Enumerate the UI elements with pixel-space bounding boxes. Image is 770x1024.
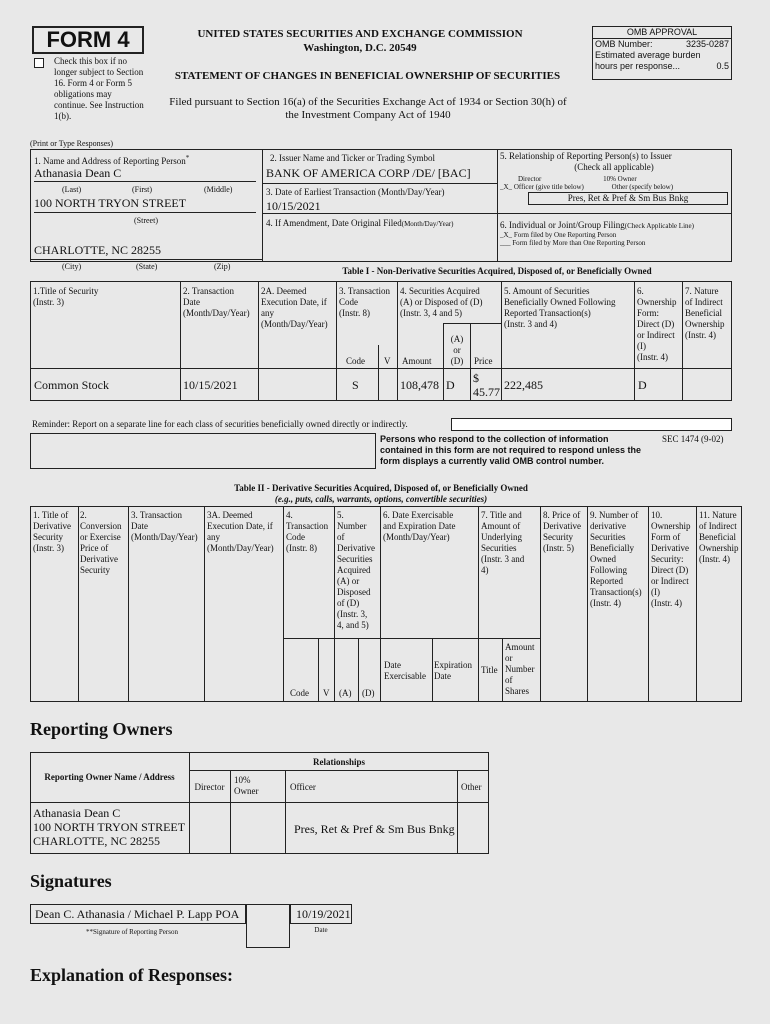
t1-h1: 1.Title of Security (Instr. 3) bbox=[33, 286, 99, 307]
officer-header: Officer bbox=[290, 782, 316, 792]
t1-h5: 5. Amount of Securities Beneficially Owned Following Reported Transaction(s) (Instr. 3 and 4) bbox=[504, 286, 616, 329]
officer-title-value: Pres, Ret & Pref & Sm Bus Bnkg bbox=[567, 193, 689, 203]
t1-h7: 7. Nature of Indirect Beneficial Ownership (Instr. 4) bbox=[685, 286, 725, 340]
t2-h3: 3. Transaction Date (Month/Day/Year) bbox=[131, 510, 198, 542]
signer-label: **Signature of Reporting Person bbox=[86, 928, 178, 936]
officer-option[interactable]: Officer (give title below) bbox=[513, 183, 584, 191]
t1-row-aord: D bbox=[446, 378, 455, 392]
t2-title-header: Title bbox=[481, 665, 498, 675]
t2-h3a: 3A. Deemed Execution Date, if any (Month/Day/Year) bbox=[207, 510, 274, 553]
agency-name: UNITED STATES SECURITIES AND EXCHANGE COMMISSION bbox=[197, 28, 523, 40]
omb-title: OMB APPROVAL bbox=[593, 27, 731, 39]
omb-hours-label: hours per response... bbox=[595, 61, 681, 71]
city-label: (City) bbox=[62, 262, 82, 271]
signature-spacer-box bbox=[246, 904, 290, 948]
relationships-header: Relationships bbox=[312, 757, 365, 767]
t2-h9: 9. Number of derivative Securities Beneficially Owned Following Reported Transaction(s) (Instr. 4) bbox=[590, 510, 642, 608]
t2-amount-header: Amount or Number of Shares bbox=[505, 642, 535, 696]
owner-name-address: Athanasia Dean C 100 NORTH TRYON STREET CHARLOTTE, NC 28255 bbox=[33, 806, 186, 848]
omb-number: 3235-0287 bbox=[685, 39, 729, 49]
t1-row-date: 10/15/2021 bbox=[183, 378, 238, 392]
t2-h7: 7. Title and Amount of Underlying Securities (Instr. 3 and 4) bbox=[481, 510, 525, 575]
signature-date: 10/19/2021 bbox=[296, 907, 351, 921]
t1-row-price-dollar: $ bbox=[473, 371, 479, 385]
earliest-date-label: 3. Date of Earliest Transaction (Month/Day/Year) bbox=[266, 187, 445, 197]
director-option[interactable]: Director bbox=[518, 175, 542, 183]
signer-value: Dean C. Athanasia / Michael P. Lapp POA bbox=[35, 907, 240, 921]
table2-title: Table II - Derivative Securities Acquired, Disposed of, or Beneficially Owned bbox=[234, 483, 528, 493]
t1-row-form: D bbox=[638, 378, 647, 392]
no-longer-subject-checkbox[interactable] bbox=[34, 58, 44, 68]
issuer-value: BANK OF AMERICA CORP /DE/ [BAC] bbox=[266, 166, 471, 180]
persons-notice: Persons who respond to the collection of information contained in this form are not required to respond unless the form displays a currently valid OMB control number. bbox=[380, 434, 642, 466]
form-title-box bbox=[32, 26, 144, 54]
t2-d-header: (D) bbox=[362, 688, 375, 698]
filing-line-1[interactable]: _X_ Form filed by One Reporting Person bbox=[500, 231, 617, 239]
middle-label: (Middle) bbox=[204, 185, 233, 194]
street-value: 100 NORTH TRYON STREET bbox=[34, 196, 187, 210]
t1-h2: 2. Transaction Date (Month/Day/Year) bbox=[183, 286, 250, 318]
ten-pct-header: 10% Owner bbox=[234, 775, 259, 796]
owner-officer-value: Pres, Ret & Pref & Sm Bus Bnkg bbox=[294, 822, 455, 836]
omb-hours: 0.5 bbox=[716, 61, 729, 71]
print-type: (Print or Type Responses) bbox=[30, 139, 114, 148]
agency-location: Washington, D.C. 20549 bbox=[303, 42, 417, 54]
reminder-field bbox=[451, 418, 732, 431]
t2-exp-header: Expiration Date bbox=[434, 660, 472, 681]
check-box-text: Check this box if no longer subject to Section 16. Form 4 or Form 5 obligations may continue. See Instruction 1(b). bbox=[54, 56, 144, 121]
blank-notice-box bbox=[30, 433, 376, 469]
officer-mark: _X_ bbox=[500, 183, 513, 191]
officer-title-box bbox=[528, 192, 728, 205]
t2-v-header: V bbox=[323, 688, 330, 698]
t1-h6: 6. Ownership Form: Direct (D) or Indirect (I) (Instr. 4) bbox=[637, 286, 677, 362]
omb-approval-box bbox=[592, 26, 732, 80]
omb-burden: Estimated average burden bbox=[595, 50, 701, 60]
t1-amount-header: Amount bbox=[402, 356, 432, 366]
table2-subtitle: (e.g., puts, calls, warrants, options, convertible securities) bbox=[274, 494, 488, 504]
filing-line-2[interactable]: ___ Form filed by More than One Reporting Person bbox=[500, 239, 646, 247]
state-label: (State) bbox=[136, 262, 158, 271]
form-title: FORM 4 bbox=[46, 27, 130, 52]
ten-pct-option[interactable]: 10% Owner bbox=[603, 175, 637, 183]
earliest-date-value: 10/15/2021 bbox=[266, 199, 321, 213]
t2-h5: 5. Number of Derivative Securities Acquired (A) or Disposed of (D) (Instr. 3, 4, and 5) bbox=[337, 510, 375, 630]
t1-code-header: Code bbox=[346, 356, 365, 366]
relationship-sub: (Check all applicable) bbox=[574, 162, 654, 172]
reporting-person-name: Athanasia Dean C bbox=[34, 166, 122, 180]
table1-title: Table I - Non-Derivative Securities Acquired, Disposed of, or Beneficially Owned bbox=[342, 266, 652, 276]
director-header: Director bbox=[194, 782, 225, 792]
t1-row-code: S bbox=[352, 378, 359, 392]
owner-name-header: Reporting Owner Name / Address bbox=[44, 772, 175, 782]
first-label: (First) bbox=[132, 185, 152, 194]
reminder-text: Reminder: Report on a separate line for each class of securities beneficially owned directly or indirectly. bbox=[32, 419, 408, 429]
t1-price-header: Price bbox=[474, 356, 493, 366]
reporting-owners-heading: Reporting Owners bbox=[30, 719, 173, 739]
sec-code: SEC 1474 (9-02) bbox=[662, 434, 724, 444]
omb-number-label: OMB Number: bbox=[595, 39, 653, 49]
last-label: (Last) bbox=[62, 185, 82, 194]
t2-h1: 1. Title of Derivative Security (Instr. 3) bbox=[33, 510, 71, 553]
zip-label: (Zip) bbox=[214, 262, 231, 271]
t2-h2: 2. Conversion or Exercise Price of Derivative Security bbox=[80, 510, 122, 575]
date-label: Date bbox=[314, 926, 328, 934]
t1-h3: 3. Transaction Code (Instr. 8) bbox=[339, 286, 391, 318]
explanation-heading: Explanation of Responses: bbox=[30, 965, 234, 985]
t1-row-title: Common Stock bbox=[34, 378, 110, 392]
t2-h10: 10. Ownership Form of Derivative Security: Direct (D) or Indirect (I) (Instr. 4) bbox=[651, 510, 691, 608]
street-label: (Street) bbox=[134, 216, 158, 225]
t1-aord-header: (A) or (D) bbox=[450, 334, 464, 366]
filed-pursuant: Filed pursuant to Section 16(a) of the Securities Exchange Act of 1934 or Section 30(h) of the Investment Company Act of 1940 bbox=[169, 96, 567, 121]
relationship-label: 5. Relationship of Reporting Person(s) to Issuer bbox=[500, 151, 672, 161]
issuer-label: 2. Issuer Name and Ticker or Trading Symbol bbox=[270, 153, 435, 163]
t2-code-header: Code bbox=[290, 688, 309, 698]
t2-h8: 8. Price of Derivative Security (Instr. 5) bbox=[543, 510, 581, 553]
other-option[interactable]: Other (specify below) bbox=[611, 183, 674, 191]
reporting-person-label: 1. Name and Address of Reporting Person* bbox=[34, 154, 190, 166]
city-value: CHARLOTTE, NC 28255 bbox=[34, 243, 161, 257]
other-header: Other bbox=[461, 782, 482, 792]
statement-title: STATEMENT OF CHANGES IN BENEFICIAL OWNERSHIP OF SECURITIES bbox=[174, 70, 561, 82]
t1-h2a: 2A. Deemed Execution Date, if any (Month/Day/Year) bbox=[261, 286, 328, 329]
t2-h6: 6. Date Exercisable and Expiration Date (Month/Day/Year) bbox=[383, 510, 456, 542]
t1-row-price: 45.77 bbox=[473, 385, 500, 399]
t1-row-owned: 222,485 bbox=[504, 378, 543, 392]
amendment-label: 4. If Amendment, Date Original Filed(Month/Day/Year) bbox=[266, 218, 454, 228]
t2-h4: 4. Transaction Code (Instr. 8) bbox=[286, 510, 329, 553]
t2-a-header: (A) bbox=[339, 688, 352, 698]
t1-v-header: V bbox=[384, 356, 391, 366]
t2-h11: 11. Nature of Indirect Beneficial Ownership (Instr. 4) bbox=[699, 510, 739, 564]
t1-h4: 4. Securities Acquired (A) or Disposed of (D) (Instr. 3, 4 and 5) bbox=[400, 286, 483, 318]
filing-label: 6. Individual or Joint/Group Filing(Check Applicable Line) bbox=[500, 220, 694, 230]
t1-row-amount: 108,478 bbox=[400, 378, 439, 392]
signatures-heading: Signatures bbox=[30, 871, 112, 891]
t2-date-ex-header: Date Exercisable bbox=[384, 660, 426, 681]
